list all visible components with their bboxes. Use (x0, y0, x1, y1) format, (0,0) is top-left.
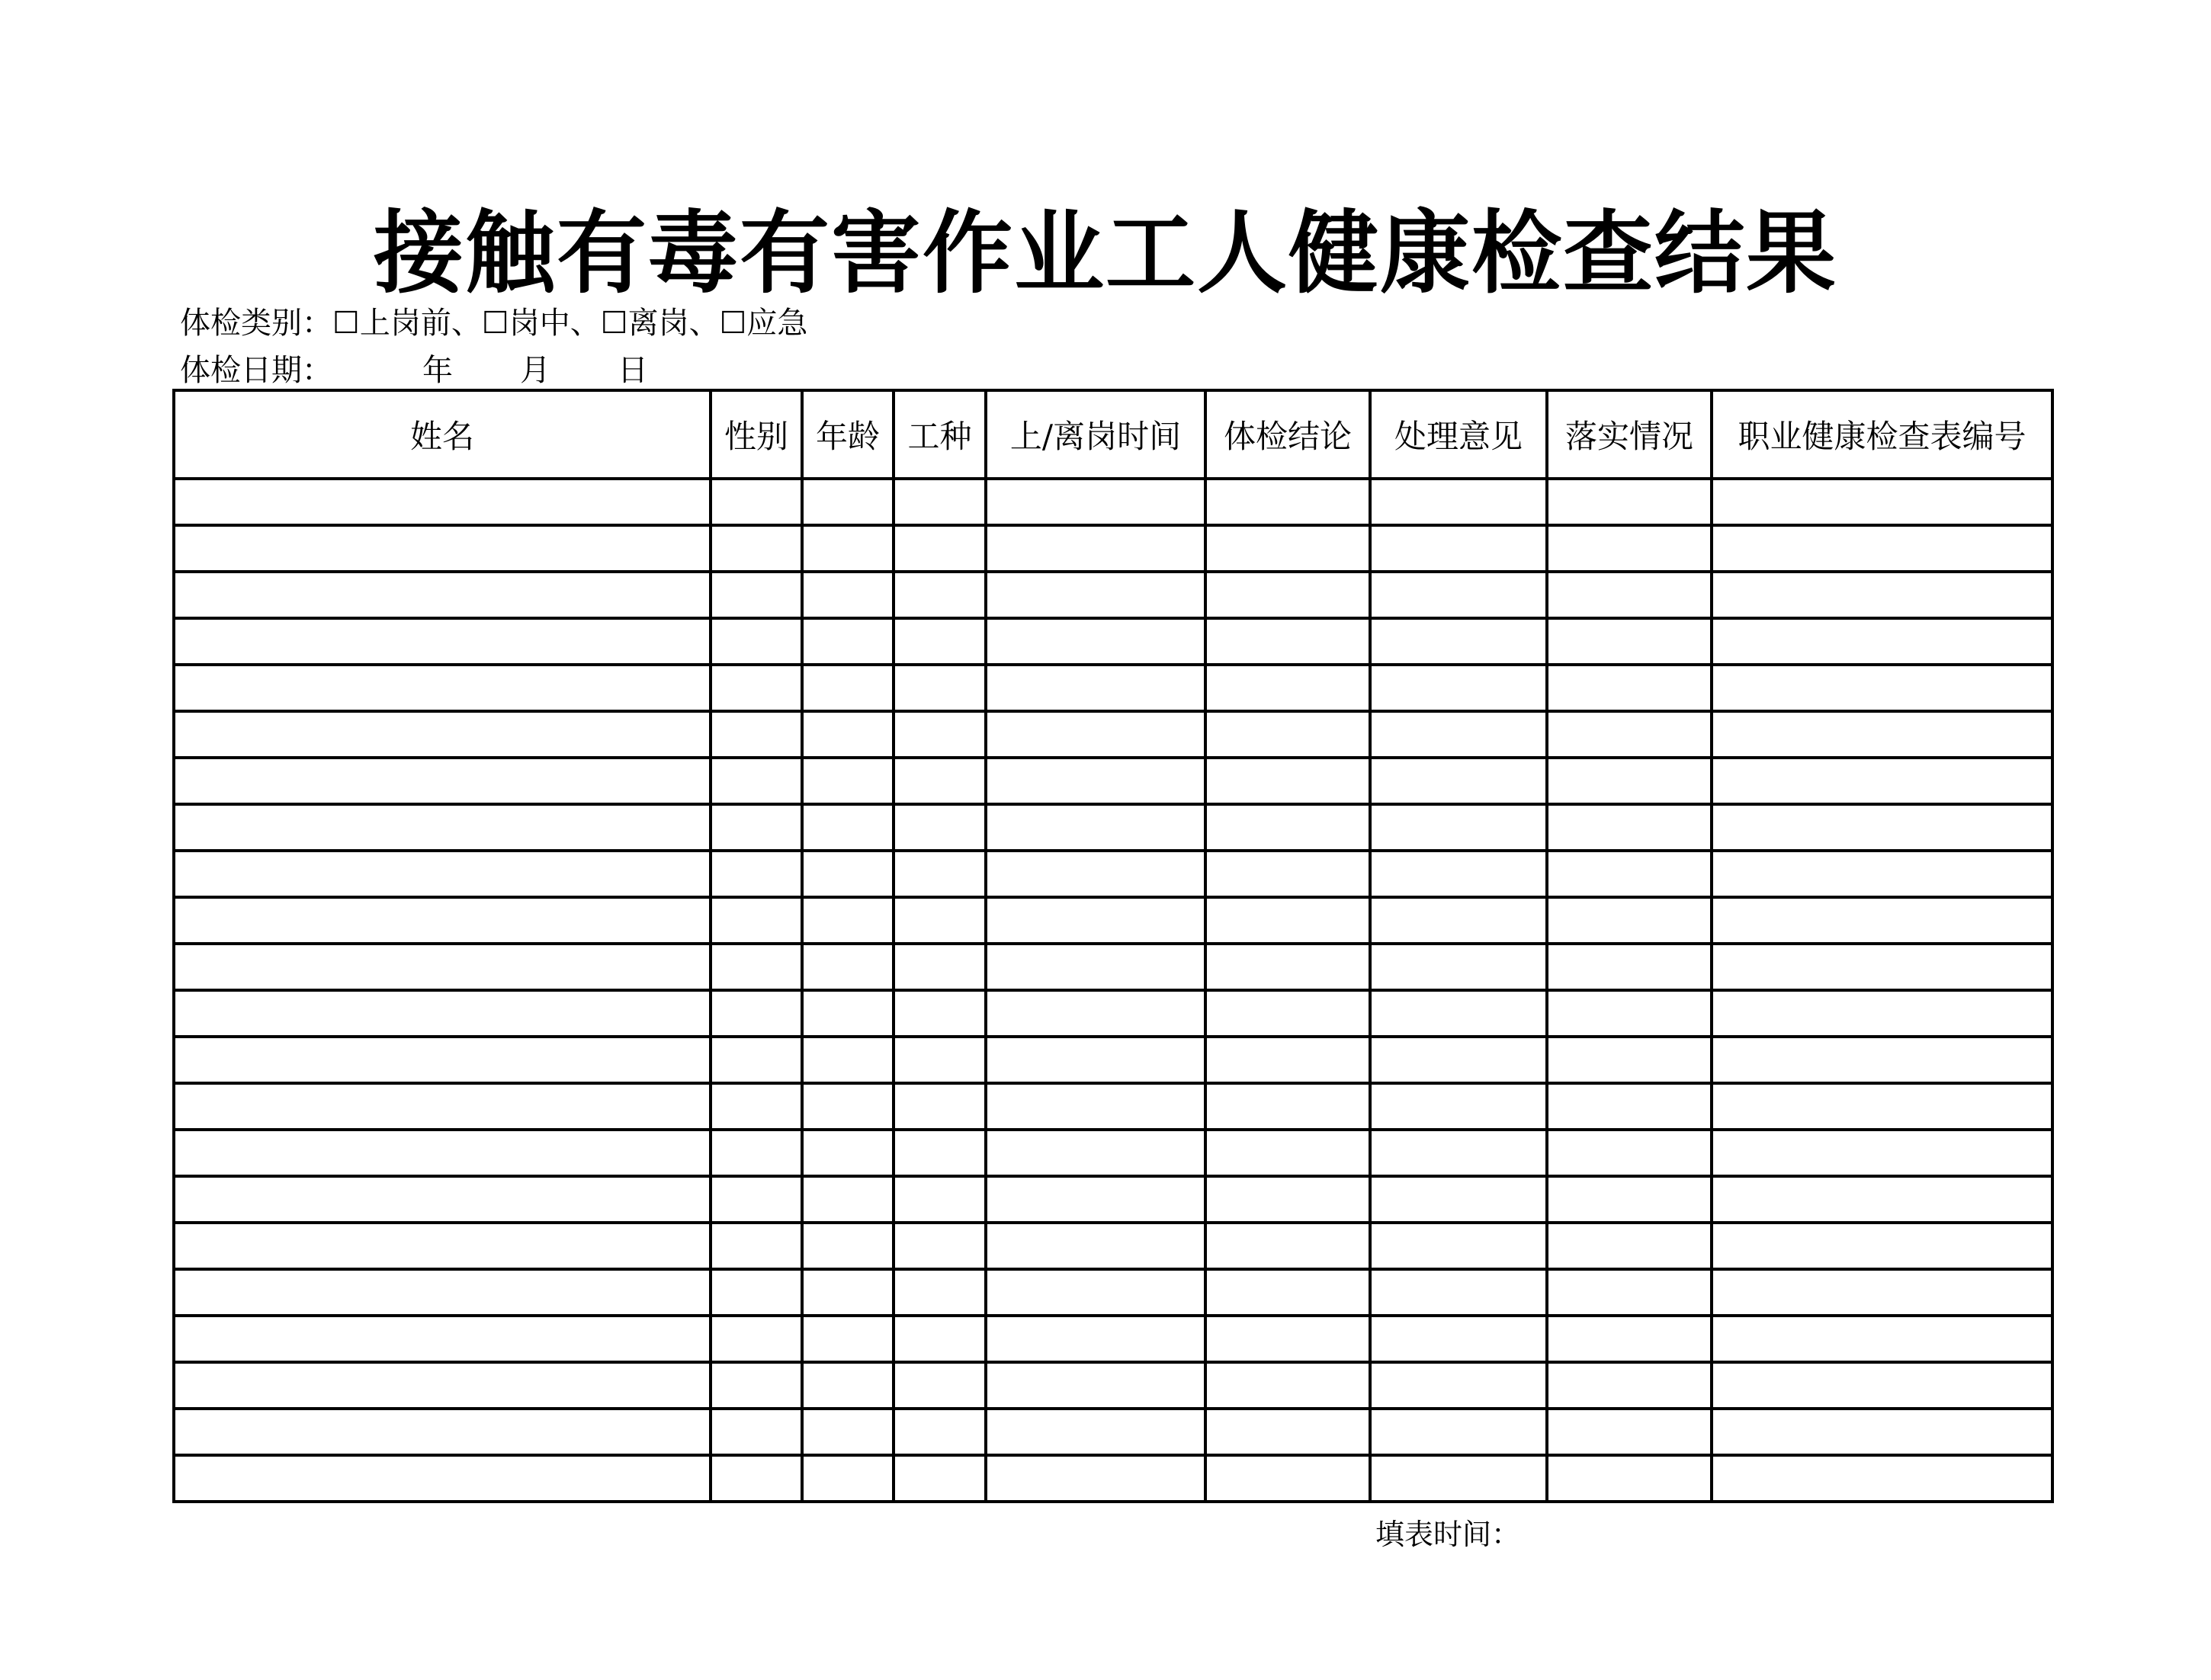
table-cell[interactable] (986, 804, 1205, 851)
table-row (174, 1316, 2052, 1362)
header-handling-opinion: 处理意见 (1370, 390, 1547, 479)
table-cell[interactable] (174, 758, 711, 804)
table-cell[interactable] (1712, 758, 2052, 804)
table-cell[interactable] (711, 1037, 802, 1083)
table-cell[interactable] (1370, 479, 1547, 525)
table-cell[interactable] (1205, 1455, 1370, 1502)
table-cell[interactable] (1712, 525, 2052, 572)
table-cell[interactable] (711, 1455, 802, 1502)
table-cell[interactable] (1712, 665, 2052, 711)
table-row (174, 1409, 2052, 1455)
table-cell[interactable] (986, 572, 1205, 618)
table-body (174, 479, 2052, 1502)
exam-date-day: 日 (618, 353, 648, 388)
table-cell[interactable] (802, 1083, 894, 1130)
table-cell[interactable] (802, 1176, 894, 1223)
table-row (174, 525, 2052, 572)
table-row (174, 618, 2052, 665)
table-cell[interactable] (711, 525, 802, 572)
table-cell[interactable] (1370, 1083, 1547, 1130)
table-cell[interactable] (711, 1362, 802, 1409)
header-age: 年龄 (802, 390, 894, 479)
health-check-table (172, 389, 2054, 1503)
table-cell[interactable] (1547, 1037, 1712, 1083)
table-cell[interactable] (1205, 990, 1370, 1037)
header-gender: 性别 (711, 390, 802, 479)
table-cell[interactable] (711, 1269, 802, 1316)
exam-date-month: 月 (520, 353, 550, 388)
table-cell[interactable] (711, 1176, 802, 1223)
table-cell[interactable] (1547, 572, 1712, 618)
table-cell[interactable] (1547, 525, 1712, 572)
table-cell[interactable] (174, 990, 711, 1037)
table-cell[interactable] (1205, 851, 1370, 897)
table-row (174, 1269, 2052, 1316)
table-cell[interactable] (894, 1176, 986, 1223)
table-cell[interactable] (986, 618, 1205, 665)
table-cell[interactable] (802, 851, 894, 897)
table-cell[interactable] (894, 1083, 986, 1130)
table-cell[interactable] (802, 1223, 894, 1269)
table-cell[interactable] (1547, 851, 1712, 897)
table-cell[interactable] (1547, 804, 1712, 851)
table-cell[interactable] (894, 851, 986, 897)
table-cell[interactable] (1712, 479, 2052, 525)
table-cell[interactable] (802, 1362, 894, 1409)
table-cell[interactable] (1547, 1316, 1712, 1362)
table-cell[interactable] (174, 897, 711, 944)
table-cell[interactable] (711, 851, 802, 897)
table-cell[interactable] (1712, 711, 2052, 758)
table-cell[interactable] (802, 618, 894, 665)
table-cell[interactable] (1205, 1362, 1370, 1409)
table-cell[interactable] (711, 1130, 802, 1176)
table-cell[interactable] (711, 990, 802, 1037)
table-cell[interactable] (894, 897, 986, 944)
table-cell[interactable] (1712, 1083, 2052, 1130)
table-cell[interactable] (1712, 944, 2052, 990)
table-cell[interactable] (986, 665, 1205, 711)
table-cell[interactable] (1370, 1130, 1547, 1176)
table-cell[interactable] (986, 1037, 1205, 1083)
table-cell[interactable] (1205, 804, 1370, 851)
exam-date-label: 体检日期： (180, 353, 332, 388)
table-cell[interactable] (1370, 1409, 1547, 1455)
table-cell[interactable] (711, 665, 802, 711)
table-row (174, 665, 2052, 711)
table-cell[interactable] (711, 711, 802, 758)
table-cell[interactable] (174, 711, 711, 758)
table-cell[interactable] (894, 618, 986, 665)
table-cell[interactable] (1712, 804, 2052, 851)
table-cell[interactable] (1370, 665, 1547, 711)
table-cell[interactable] (1205, 1269, 1370, 1316)
table-cell[interactable] (711, 1316, 802, 1362)
table-cell[interactable] (711, 944, 802, 990)
table-row (174, 711, 2052, 758)
table-cell[interactable] (1547, 1083, 1712, 1130)
table-cell[interactable] (711, 1409, 802, 1455)
table-cell[interactable] (986, 479, 1205, 525)
table-cell[interactable] (1547, 1176, 1712, 1223)
table-cell[interactable] (174, 618, 711, 665)
table-row (174, 1083, 2052, 1130)
table-cell[interactable] (1370, 1362, 1547, 1409)
table-cell[interactable] (174, 1130, 711, 1176)
table-cell[interactable] (986, 758, 1205, 804)
table-cell[interactable] (894, 1409, 986, 1455)
table-cell[interactable] (711, 804, 802, 851)
table-cell[interactable] (174, 1455, 711, 1502)
table-cell[interactable] (1205, 525, 1370, 572)
table-cell[interactable] (1712, 1223, 2052, 1269)
table-cell[interactable] (1205, 1083, 1370, 1130)
table-cell[interactable] (1370, 804, 1547, 851)
table-cell[interactable] (1370, 758, 1547, 804)
table-cell[interactable] (711, 618, 802, 665)
table-cell[interactable] (1712, 1130, 2052, 1176)
table-cell[interactable] (1370, 1223, 1547, 1269)
table-cell[interactable] (802, 944, 894, 990)
table-cell[interactable] (711, 897, 802, 944)
table-cell[interactable] (1547, 1223, 1712, 1269)
table-cell[interactable] (986, 1455, 1205, 1502)
table-row (174, 1455, 2052, 1502)
table-cell[interactable] (1205, 944, 1370, 990)
table-cell[interactable] (1712, 618, 2052, 665)
table-cell[interactable] (174, 479, 711, 525)
table-cell[interactable] (1547, 479, 1712, 525)
table-cell[interactable] (174, 851, 711, 897)
table-cell[interactable] (802, 1269, 894, 1316)
table-cell[interactable] (802, 711, 894, 758)
table-cell[interactable] (1205, 1130, 1370, 1176)
table-cell[interactable] (1205, 758, 1370, 804)
table-cell[interactable] (986, 851, 1205, 897)
table-cell[interactable] (1205, 1037, 1370, 1083)
page-title: 接触有毒有害作业工人健康检查结果 (373, 200, 1837, 306)
table-cell[interactable] (1370, 1269, 1547, 1316)
table-cell[interactable] (802, 758, 894, 804)
table-cell[interactable] (802, 1455, 894, 1502)
table-cell[interactable] (1547, 758, 1712, 804)
table-cell[interactable] (986, 1409, 1205, 1455)
table-cell[interactable] (1205, 618, 1370, 665)
table-cell[interactable] (1205, 665, 1370, 711)
table-cell[interactable] (894, 758, 986, 804)
table-cell[interactable] (894, 572, 986, 618)
table-cell[interactable] (986, 1083, 1205, 1130)
table-row (174, 758, 2052, 804)
table-cell[interactable] (802, 479, 894, 525)
table-cell[interactable] (986, 1223, 1205, 1269)
table-cell[interactable] (1712, 990, 2052, 1037)
table-cell[interactable] (802, 804, 894, 851)
exam-type-line (180, 304, 807, 342)
table-cell[interactable] (802, 665, 894, 711)
table-cell[interactable] (1205, 1223, 1370, 1269)
table-cell[interactable] (1547, 665, 1712, 711)
table-cell[interactable] (894, 665, 986, 711)
table-cell[interactable] (1370, 990, 1547, 1037)
table-cell[interactable] (174, 665, 711, 711)
table-cell[interactable] (986, 711, 1205, 758)
table-row (174, 804, 2052, 851)
table-row (174, 1223, 2052, 1269)
table-row (174, 851, 2052, 897)
table-cell[interactable] (894, 1130, 986, 1176)
header-onoff-time: 上/离岗时间 (986, 390, 1205, 479)
table-cell[interactable] (894, 479, 986, 525)
table-cell[interactable] (711, 1223, 802, 1269)
table-cell[interactable] (986, 1176, 1205, 1223)
table-cell[interactable] (1205, 572, 1370, 618)
table-cell[interactable] (1205, 711, 1370, 758)
table-cell[interactable] (986, 1130, 1205, 1176)
table-cell[interactable] (986, 525, 1205, 572)
table-cell[interactable] (1712, 1316, 2052, 1362)
table-row (174, 990, 2052, 1037)
table-cell[interactable] (174, 1269, 711, 1316)
table-cell[interactable] (1547, 618, 1712, 665)
table-cell[interactable] (802, 990, 894, 1037)
header-form-number: 职业健康检查表编号 (1712, 390, 2052, 479)
table-cell[interactable] (174, 1037, 711, 1083)
table-cell[interactable] (1712, 572, 2052, 618)
table-cell[interactable] (894, 525, 986, 572)
table-cell[interactable] (1712, 897, 2052, 944)
table-cell[interactable] (802, 525, 894, 572)
exam-type-options: ☐上岗前、☐岗中、☐离岗、☐应急 (332, 306, 808, 341)
table-cell[interactable] (1370, 525, 1547, 572)
exam-date-year: 年 (422, 353, 453, 388)
table-cell[interactable] (1547, 711, 1712, 758)
table-cell[interactable] (986, 1362, 1205, 1409)
table-cell[interactable] (1370, 851, 1547, 897)
table-cell[interactable] (986, 944, 1205, 990)
table-cell[interactable] (802, 897, 894, 944)
table-cell[interactable] (1370, 572, 1547, 618)
exam-type-label: 体检类别： (180, 306, 332, 341)
table-cell[interactable] (1205, 1176, 1370, 1223)
table-cell[interactable] (986, 897, 1205, 944)
exam-date-line (180, 351, 648, 390)
table-row (174, 1176, 2052, 1223)
header-implementation: 落实情况 (1547, 390, 1712, 479)
table-cell[interactable] (802, 1130, 894, 1176)
table-cell[interactable] (174, 1409, 711, 1455)
table-cell[interactable] (1547, 897, 1712, 944)
table-cell[interactable] (1370, 944, 1547, 990)
table-header-row (174, 390, 2052, 479)
header-job-type: 工种 (894, 390, 986, 479)
table-cell[interactable] (1712, 1176, 2052, 1223)
table-cell[interactable] (894, 1316, 986, 1362)
table-cell[interactable] (894, 1455, 986, 1502)
header-exam-conclusion: 体检结论 (1205, 390, 1370, 479)
table-cell[interactable] (1547, 1269, 1712, 1316)
table-cell[interactable] (174, 1316, 711, 1362)
table-cell[interactable] (1712, 1455, 2052, 1502)
table-cell[interactable] (802, 1409, 894, 1455)
table-cell[interactable] (1712, 1362, 2052, 1409)
table-cell[interactable] (1712, 1037, 2052, 1083)
table-cell[interactable] (894, 804, 986, 851)
table-cell[interactable] (1547, 1409, 1712, 1455)
table-cell[interactable] (1370, 711, 1547, 758)
table-cell[interactable] (894, 1037, 986, 1083)
table-cell[interactable] (1370, 1316, 1547, 1362)
table-cell[interactable] (1547, 944, 1712, 990)
table-cell[interactable] (894, 711, 986, 758)
table-cell[interactable] (711, 758, 802, 804)
table-cell[interactable] (986, 1269, 1205, 1316)
table-cell[interactable] (711, 1083, 802, 1130)
table-cell[interactable] (1547, 990, 1712, 1037)
header-name: 姓名 (174, 390, 711, 479)
table-cell[interactable] (1712, 1409, 2052, 1455)
table-cell[interactable] (174, 1362, 711, 1409)
table-cell[interactable] (1205, 1316, 1370, 1362)
table-cell[interactable] (894, 1362, 986, 1409)
table-cell[interactable] (986, 990, 1205, 1037)
table-cell[interactable] (802, 572, 894, 618)
table-cell[interactable] (1370, 618, 1547, 665)
table-cell[interactable] (1370, 897, 1547, 944)
table-cell[interactable] (711, 572, 802, 618)
table-cell[interactable] (1205, 479, 1370, 525)
table-row (174, 897, 2052, 944)
table-cell[interactable] (894, 1223, 986, 1269)
table-cell[interactable] (894, 990, 986, 1037)
table-cell[interactable] (802, 1037, 894, 1083)
table-row (174, 572, 2052, 618)
table-cell[interactable] (1370, 1037, 1547, 1083)
table-row (174, 944, 2052, 990)
table-cell[interactable] (894, 944, 986, 990)
table-cell[interactable] (1712, 1269, 2052, 1316)
table-cell[interactable] (174, 804, 711, 851)
table-cell[interactable] (174, 1176, 711, 1223)
table-cell[interactable] (1547, 1362, 1712, 1409)
table-cell[interactable] (1205, 897, 1370, 944)
table-cell[interactable] (986, 1316, 1205, 1362)
table-cell[interactable] (174, 944, 711, 990)
table-cell[interactable] (174, 525, 711, 572)
table-row (174, 479, 2052, 525)
table-cell[interactable] (1205, 1409, 1370, 1455)
table-row (174, 1037, 2052, 1083)
table-cell[interactable] (1370, 1176, 1547, 1223)
table-row (174, 1362, 2052, 1409)
table-cell[interactable] (174, 1083, 711, 1130)
fill-time-label: 填表时间： (1375, 1518, 1521, 1551)
table-cell[interactable] (1547, 1455, 1712, 1502)
table-cell[interactable] (802, 1316, 894, 1362)
table-cell[interactable] (174, 1223, 711, 1269)
table-cell[interactable] (711, 479, 802, 525)
table-cell[interactable] (174, 572, 711, 618)
table-cell[interactable] (1370, 1455, 1547, 1502)
table-cell[interactable] (1712, 851, 2052, 897)
table-row (174, 1130, 2052, 1176)
table-cell[interactable] (894, 1269, 986, 1316)
table-cell[interactable] (1547, 1130, 1712, 1176)
